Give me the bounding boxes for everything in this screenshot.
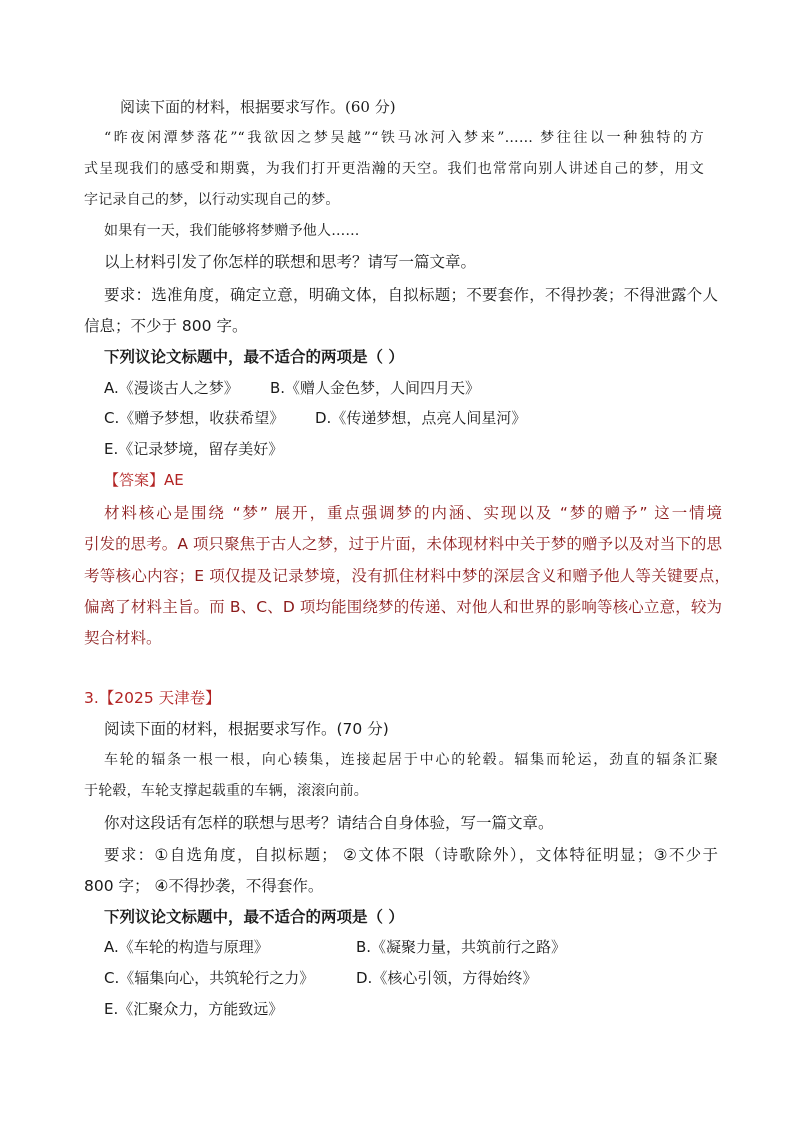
q1-requirement-line: 要求：选准角度，确定立意，明确文体，自拟标题；不要套作，不得抄袭；不得泄露个人 xyxy=(104,286,718,304)
q1-explanation-line: 偏离了材料主旨。而 B、C、D 项均能围绕梦的传递、对他人和世界的影响等核心立意，较为 xyxy=(84,598,722,616)
answer-value: AE xyxy=(164,471,184,489)
q1-material-line: 字记录自己的梦，以行动实现自己的梦。 xyxy=(84,192,340,208)
q1-option-b: B.《赠人金色梦，人间四月天》 xyxy=(270,379,481,397)
answer-label: 【答案】 xyxy=(104,471,165,489)
q3-requirement-line: 800 字； ④不得抄袭，不得套作。 xyxy=(84,877,324,895)
q3-prompt: 阅读下面的材料，根据要求写作。(70 分) xyxy=(104,720,389,738)
q1-material-line: “昨夜闲潭梦落花”“我欲因之梦吴越”“铁马冰河入梦来”…… 梦往往以一种独特的方 xyxy=(104,130,704,146)
q3-option-c: C.《辐集向心，共筑轮行之力》 xyxy=(104,969,315,987)
q3-material-line: 车轮的辐条一根一根，向心辏集，连接起居于中心的轮毂。辐集而轮运，劲直的辐条汇聚 xyxy=(104,752,718,768)
q1-requirement-line: 信息；不少于 800 字。 xyxy=(84,317,248,335)
q3-requirement-line: 要求：①自选角度，自拟标题； ②文体不限（诗歌除外），文体特征明显；③不少于 xyxy=(104,846,718,864)
q1-question: 下列议论文标题中，最不适合的两项是（ ） xyxy=(104,348,404,366)
q3-option-d: D.《核心引领，方得始终》 xyxy=(356,969,538,987)
q3-source: 【2025 天津卷】 xyxy=(98,689,221,707)
q3-task: 你对这段话有怎样的联想与思考？请结合自身体验，写一篇文章。 xyxy=(104,814,554,832)
q1-answer xyxy=(104,469,184,490)
q1-task: 以上材料引发了你怎样的联想和思考？请写一篇文章。 xyxy=(104,253,477,271)
q3-option-e: E.《汇聚众力，方能致远》 xyxy=(104,1000,284,1018)
q1-option-a: A.《漫谈古人之梦》 xyxy=(104,379,239,397)
q1-material-line: 式呈现我们的感受和期冀，为我们打开更浩瀚的天空。我们也常常向别人讲述自己的梦，用文 xyxy=(84,161,704,177)
q1-option-d: D.《传递梦想，点亮人间星河》 xyxy=(315,409,527,427)
q1-option-c: C.《赠予梦想，收获希望》 xyxy=(104,409,285,427)
q1-explanation-line: 材料核心是围绕 “梦” 展开，重点强调梦的内涵、实现以及 “梦的赠予” 这一情境 xyxy=(104,504,722,522)
q3-option-b: B.《凝聚力量，共筑前行之路》 xyxy=(356,938,567,956)
q1-option-e: E.《记录梦境，留存美好》 xyxy=(104,440,284,458)
q1-prompt: 阅读下面的材料，根据要求写作。(60 分) xyxy=(120,98,396,116)
q1-material-line: 如果有一天，我们能够将梦赠予他人…… xyxy=(104,223,360,239)
q3-question: 下列议论文标题中，最不适合的两项是（ ） xyxy=(104,908,404,926)
q1-explanation-line: 契合材料。 xyxy=(84,629,162,647)
q3-number: 3. xyxy=(84,689,99,707)
q3-material-line: 于轮毂，车轮支撑起载重的车辆，滚滚向前。 xyxy=(84,783,368,799)
q1-explanation-line: 引发的思考。A 项只聚焦于古人之梦，过于片面，未体现材料中关于梦的赠予以及对当下的思 xyxy=(84,535,722,553)
q3-option-a: A.《车轮的构造与原理》 xyxy=(104,938,269,956)
q3-heading xyxy=(84,686,221,708)
q1-explanation-line: 考等核心内容；E 项仅提及记录梦境，没有抓住材料中梦的深层含义和赠予他人等关键要点， xyxy=(84,567,730,585)
